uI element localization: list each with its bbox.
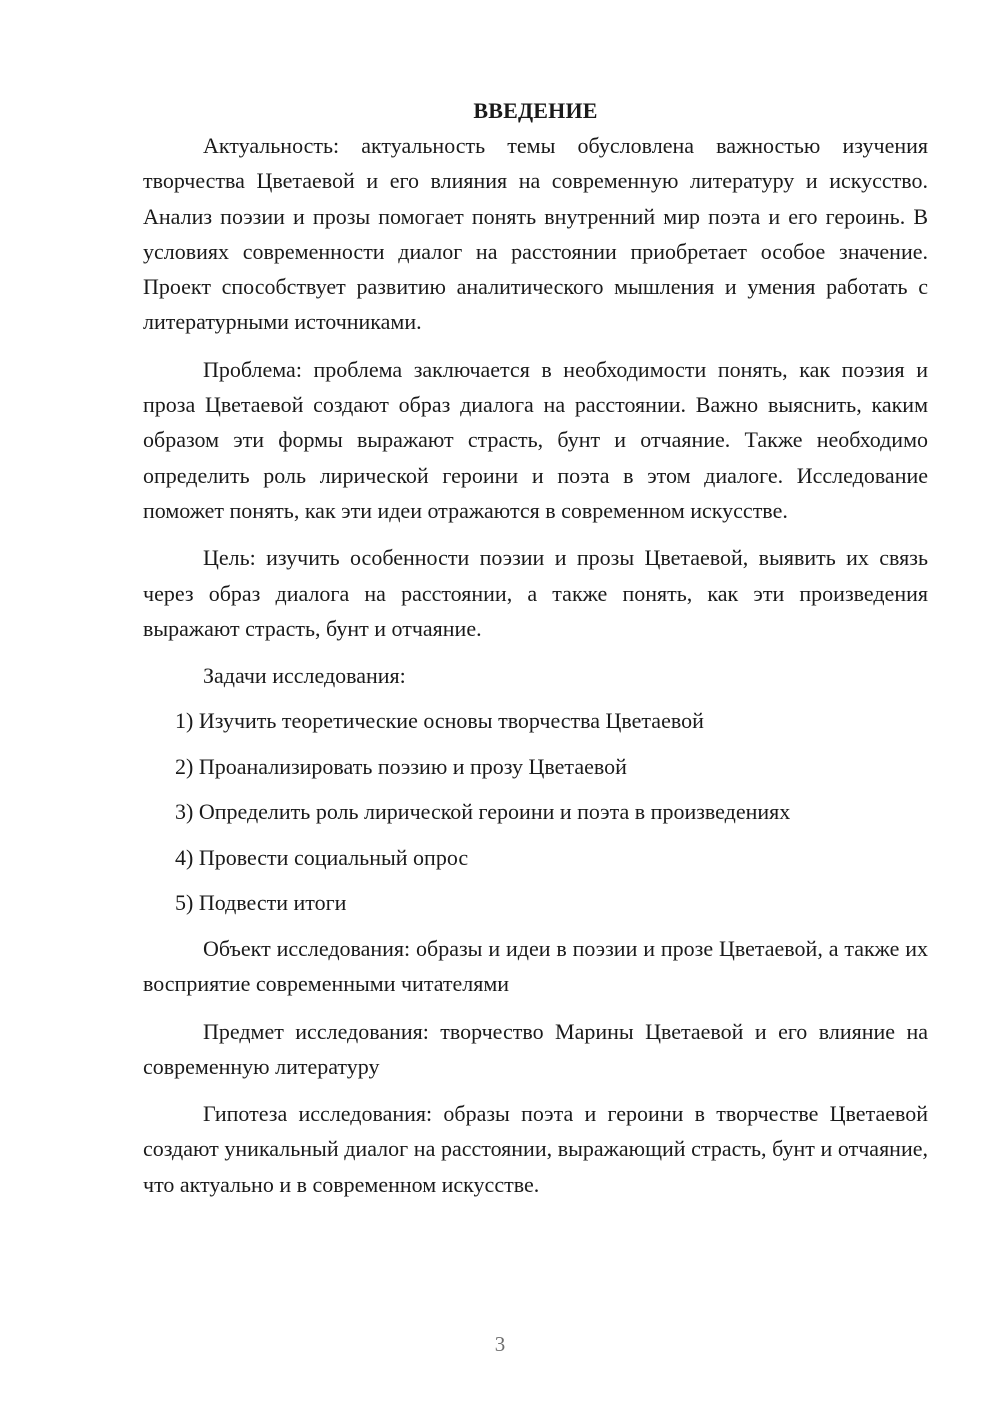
list-item: 1) Изучить теоретические основы творчества Цветаевой	[175, 708, 704, 734]
object-paragraph: Объект исследования: образы и идеи в поэзии и прозе Цветаевой, а также их восприятие современными читателями	[143, 935, 928, 997]
hypothesis-paragraph: Гипотеза исследования: образы поэта и героини в творчестве Цветаевой создают уникальный диалог на расстоянии, выражающий страсть, бунт и отчаяние, что актуально и в современном искусстве.	[143, 1101, 928, 1197]
list-item: 2) Проанализировать поэзию и прозу Цветаевой	[175, 753, 627, 779]
goal-paragraph: Цель: изучить особенности поэзии и прозы Цветаевой, выявить их связь через образ диалога на расстоянии, а также понять, как эти произведения выражают страсть, бунт и отчаяние.	[143, 545, 928, 641]
document-page	[143, 93, 928, 1214]
page-title: ВВЕДЕНИЕ	[473, 98, 598, 123]
tasks-heading: Задачи исследования:	[203, 663, 406, 689]
list-item: 4) Провести социальный опрос	[175, 844, 469, 870]
problem-paragraph: Проблема: проблема заключается в необходимости понять, как поэзия и проза Цветаевой создают образ диалога на расстоянии. Важно выяснить, каким образом эти формы выражают страсть, бунт и отчаяние. Также необходимо определить роль лирической героини и поэта в этом диалоге. Исследование поможет понять, как эти идеи отражаются в современном искусстве.	[143, 356, 928, 523]
page-number: 3	[494, 1332, 506, 1356]
list-item: 5) Подвести итоги	[175, 890, 347, 916]
subject-paragraph: Предмет исследования: творчество Марины Цветаевой и его влияние на современную литературу	[143, 1018, 928, 1079]
list-item: 3) Определить роль лирической героини и поэта в произведениях	[175, 799, 791, 825]
tasks-list	[143, 703, 928, 920]
relevance-paragraph: Актуальность: актуальность темы обусловлена важностью изучения творчества Цветаевой и его влияния на современную литературу и искусство. Анализ поэзии и прозы помогает понять внутренний мир поэта и его героинь. В условиях современности диалог на расстоянии приобретает особое значение. Проект способствует развитию аналитического мышления и умения работать с литературными источниками.	[143, 133, 928, 335]
